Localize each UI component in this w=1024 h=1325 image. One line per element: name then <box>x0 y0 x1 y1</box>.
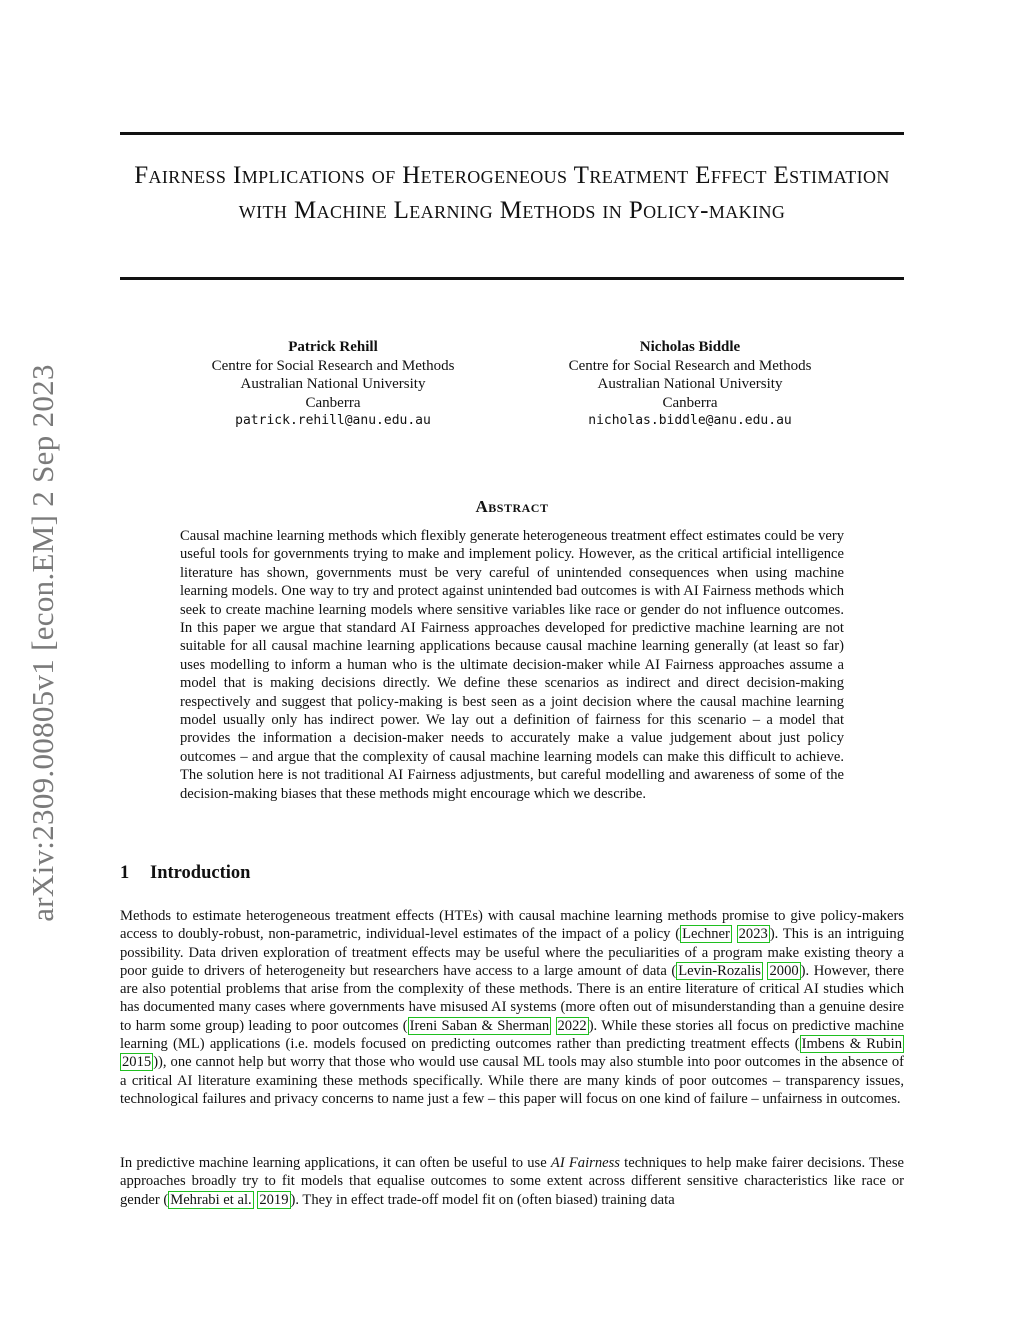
abstract-heading: Abstract <box>475 497 549 516</box>
citation-link[interactable]: Mehrabi et al. <box>170 1191 252 1208</box>
author-email[interactable]: nicholas.biddle@anu.edu.au <box>588 413 792 428</box>
section-heading <box>120 863 250 884</box>
citation-link[interactable]: 2000 <box>769 962 799 979</box>
citation-link[interactable]: Lechner <box>682 926 730 943</box>
title-bottom-rule <box>120 277 904 280</box>
citation-link[interactable]: Levin-Rozalis <box>678 962 761 979</box>
abstract-text: Causal machine learning methods which flexibly generate heterogeneous treatment effect estimates could be very useful tools for governments trying to make and implement policy. However, as the critical artificial intelligence literature has shown, governments must be very careful of unintended consequences when using machine learning models. One way to try and protect against unintended bad outcomes is with AI Fairness methods which seek to create machine learning models where sensitive variables like race or gender do not influence outcomes. In this paper we argue that standard AI Fairness approaches developed for predictive machine learning are not suitable for all causal machine learning applications because causal machine learning generally (at least so far) uses modelling to inform a human who is the ultimate decision-maker while AI Fairness approaches assume a model that is making decisions directly. We define these scenarios as indirect and direct decision-making respectively and suggest that policy-making is best seen as a joint decision where the causal machine learning model usually only has indirect power. We lay out a definition of fairness for this scenario – a model that provides the information a decision-maker needs to accurately make a value judgement about just policy outcomes – and argue that the complexity of causal machine learning models can make this difficult to achieve. The solution here is not traditional AI Fairness adjustments, but careful modelling and awareness of some of the decision-making biases that these methods might encourage which we describe. <box>180 528 844 802</box>
author-email[interactable]: patrick.rehill@anu.edu.au <box>235 413 431 428</box>
author-block-1 <box>163 338 503 431</box>
paragraph-text: ). While these stories all focus on predictive machine learning (ML) applications (i.e. models focused on predicting outcomes rather than predicting treatment effects ( <box>120 1017 905 1053</box>
paragraph-text: ). They in effect trade-off model fit on (often biased) training data <box>290 1191 675 1208</box>
author-city: Canberra <box>662 394 718 411</box>
author-block-2 <box>520 338 860 431</box>
paragraph-text: techniques to help make fairer decisions. These approaches broadly try to fit models that equalise outcomes to some extent across different sensitive characteristics like race or gender ( <box>120 1155 904 1208</box>
section-number: 1 <box>120 863 130 883</box>
section-title: Introduction <box>150 863 251 883</box>
paragraph-text: In predictive machine learning applications, it can often be useful to use <box>120 1155 551 1171</box>
citation-link[interactable]: 2023 <box>738 926 768 943</box>
emphasis-text: AI Fairness <box>550 1155 620 1171</box>
author-university: Australian National University <box>597 376 783 392</box>
author-affiliation: Centre for Social Research and Methods <box>211 357 455 374</box>
author-affiliation: Centre for Social Research and Methods <box>568 357 812 374</box>
author-university: Australian National University <box>240 376 426 392</box>
author-name: Nicholas Biddle <box>639 339 741 355</box>
author-name: Patrick Rehill <box>288 339 378 355</box>
intro-paragraph-1 <box>120 907 904 1108</box>
paragraph-text: ). This is an intriguing possibility. Data driven exploration of treatment effects may be useful where the peculiarities of a program make existing theory a poor guide to drivers of heterogeneity but researchers have access to a large amount of data ( <box>120 926 904 979</box>
paragraph-text: Methods to estimate heterogeneous treatment effects (HTEs) with causal machine learning methods promise to give policy-makers access to doubly-robust, non-parametric, individual-level estimates of the impact of a policy ( <box>120 908 904 943</box>
arxiv-stamp <box>12 340 74 945</box>
citation-link[interactable]: Ireni Saban & Sherman <box>409 1017 550 1034</box>
citation-link[interactable]: Imbens & Rubin <box>801 1036 902 1053</box>
paragraph-text: ). However, there are also potential problems that arise from the complexity of these methods. There is an entire literature of critical AI studies which has documented many cases where governments have misused AI systems (more often out of misunderstanding than a genuine desire to harm some group) leading to poor outcomes ( <box>120 962 904 1034</box>
paragraph-text: )), one cannot help but worry that those who would use causal ML tools may also stumble into poor outcomes in the absence of a critical AI literature examining these methods specifically. While there are many kinds of poor outcomes – transparency issues, technological failures and privacy concerns to name just a few – this paper will focus on one kind of failure – unfairness in outcomes. <box>120 1054 904 1107</box>
author-city: Canberra <box>305 394 361 411</box>
title-top-rule <box>120 132 904 135</box>
citation-link[interactable]: 2015 <box>122 1054 152 1071</box>
intro-paragraph-2 <box>120 1154 904 1209</box>
paper-title: Fairness Implications of Heterogeneous Treatment Effect Estimation with Machine Learning Methods in Policy-making <box>134 162 890 224</box>
arxiv-stamp-text: arXiv:2309.00805v1 [econ.EM] 2 Sep 2023 <box>25 363 60 922</box>
citation-link[interactable]: 2019 <box>259 1191 289 1208</box>
citation-link[interactable]: 2022 <box>557 1017 587 1034</box>
